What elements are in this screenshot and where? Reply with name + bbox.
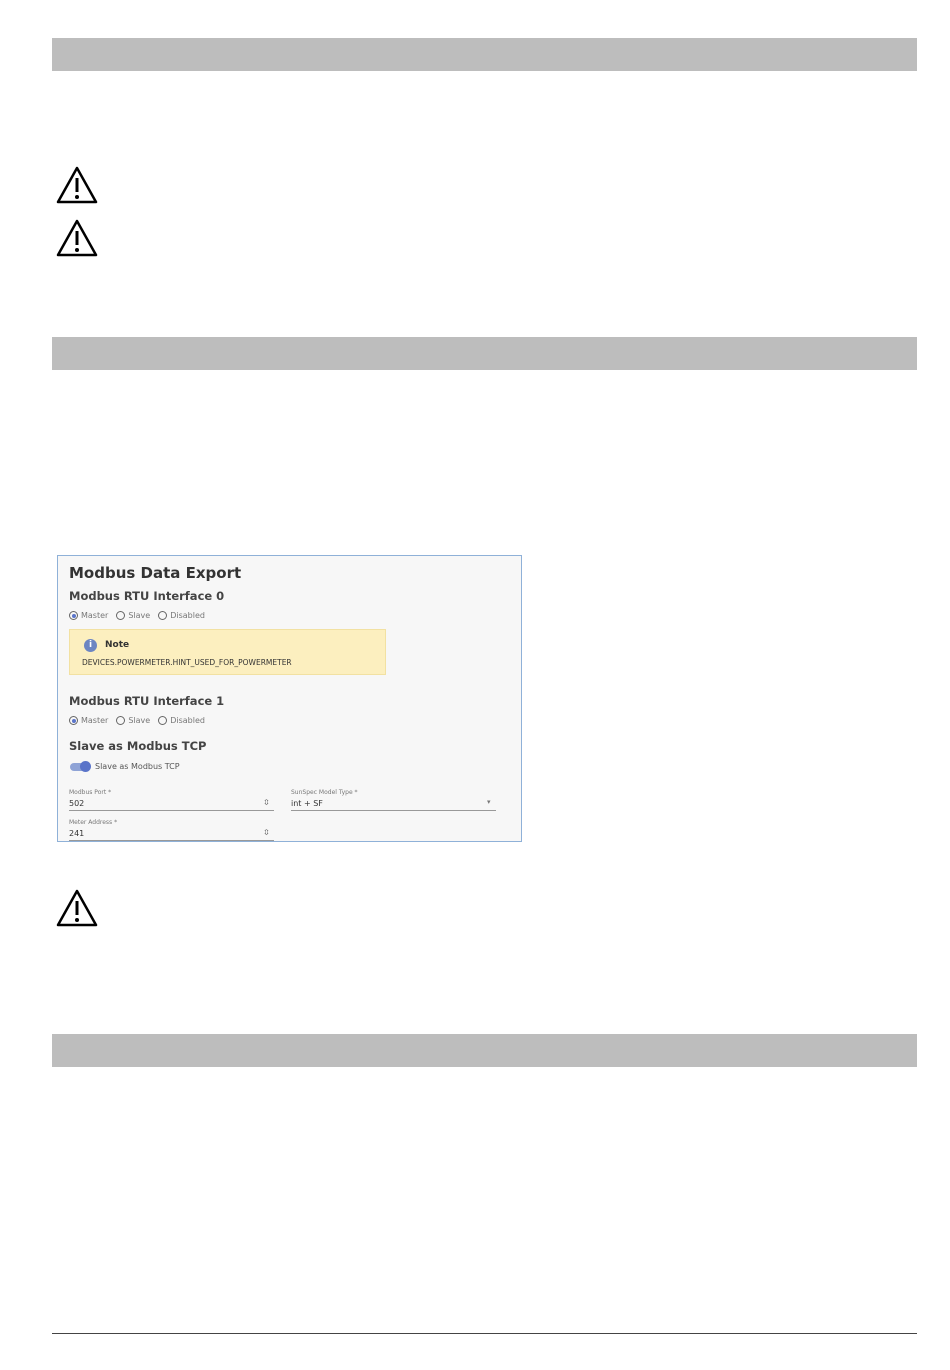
port-label: Modbus Port * [69, 789, 112, 796]
warning-triangle-icon [56, 219, 98, 257]
port-underline [69, 810, 274, 811]
interface1-heading: Modbus RTU Interface 1 [69, 694, 225, 708]
note-text: DEVICES.POWERMETER.HINT_USED_FOR_POWERMETER [82, 658, 292, 667]
warning-triangle-icon [56, 166, 98, 204]
radio-unselected-icon [116, 611, 125, 620]
interface0-radio-group [69, 611, 213, 620]
radio-unselected-icon [116, 716, 125, 725]
model-type-select[interactable]: int + SF [291, 799, 323, 808]
meter-address-label: Meter Address * [69, 819, 118, 826]
note-box [69, 629, 386, 675]
port-input[interactable]: 502 [69, 799, 85, 808]
section-header-band [52, 38, 917, 71]
chevron-down-icon[interactable]: ▾ [487, 798, 491, 806]
meter-address-input[interactable]: 241 [69, 829, 85, 838]
number-stepper-icon[interactable]: ⇳ [263, 828, 270, 837]
model-type-underline [291, 810, 496, 811]
radio-slave[interactable]: Slave [116, 716, 150, 725]
meter-address-underline [69, 840, 274, 841]
radio-master[interactable]: Master [69, 716, 108, 725]
radio-selected-icon [69, 716, 78, 725]
radio-unselected-icon [158, 716, 167, 725]
radio-master[interactable]: Master [69, 611, 108, 620]
tcp-toggle-label: Slave as Modbus TCP [95, 762, 180, 771]
model-type-label: SunSpec Model Type * [291, 789, 358, 796]
number-stepper-icon[interactable]: ⇳ [263, 798, 270, 807]
tcp-toggle[interactable] [70, 763, 90, 771]
interface0-heading: Modbus RTU Interface 0 [69, 589, 225, 603]
panel-title: Modbus Data Export [69, 564, 242, 582]
interface1-radio-group [69, 716, 213, 725]
radio-slave[interactable]: Slave [116, 611, 150, 620]
section-header-band [52, 337, 917, 370]
modbus-settings-screenshot [57, 555, 522, 842]
tcp-toggle-row [70, 762, 180, 771]
note-title: Note [105, 640, 130, 650]
tcp-heading: Slave as Modbus TCP [69, 739, 207, 753]
warning-triangle-icon [56, 889, 98, 927]
footer-rule [52, 1333, 917, 1334]
radio-selected-icon [69, 611, 78, 620]
radio-disabled[interactable]: Disabled [158, 716, 205, 725]
section-header-band [52, 1034, 917, 1067]
radio-unselected-icon [158, 611, 167, 620]
info-icon: i [84, 639, 97, 652]
radio-disabled[interactable]: Disabled [158, 611, 205, 620]
